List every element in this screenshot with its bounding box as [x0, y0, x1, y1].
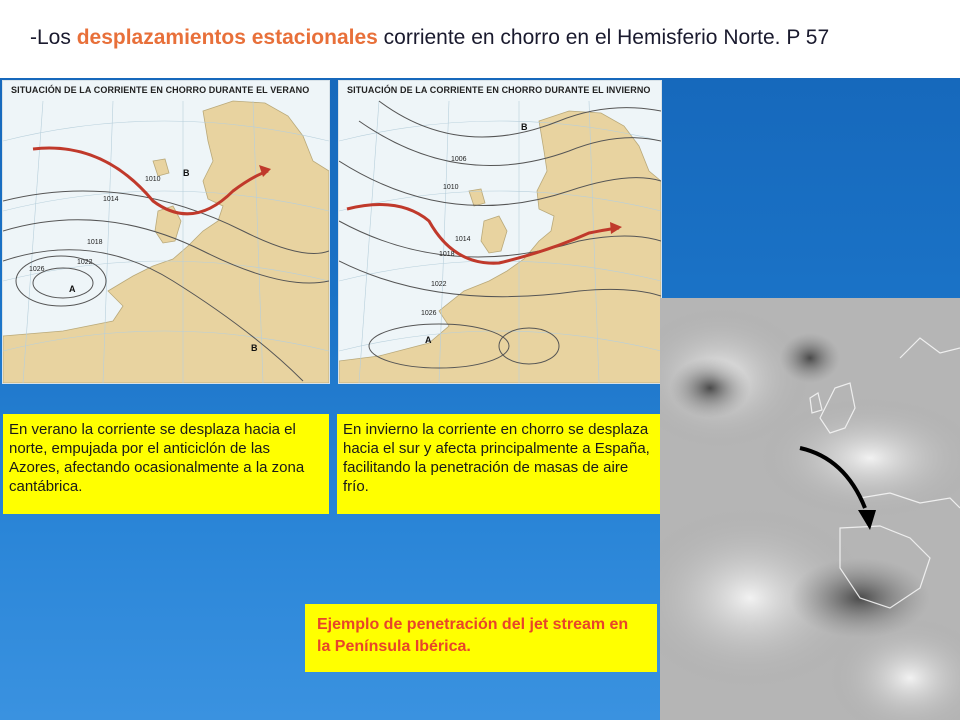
summer-map-heading: SITUACIÓN DE LA CORRIENTE EN CHORRO DURANTE EL VERANO — [11, 85, 310, 95]
low-pressure-label: B — [521, 122, 528, 132]
summer-jet-stream-map — [2, 80, 330, 384]
low-pressure-label: B — [183, 168, 190, 178]
isobar-label: 1018 — [439, 251, 455, 258]
winter-description: En invierno la corriente en chorro se desplaza hacia el sur y afecta principalmente a España, facilitando la penetración de masas de aire frío. — [337, 414, 661, 514]
title-suffix: corriente en chorro en el Hemisferio Norte. P 57 — [377, 26, 830, 49]
isobar-label: 1010 — [145, 176, 161, 183]
high-pressure-label: A — [425, 335, 432, 345]
isobar-label: 1026 — [421, 310, 437, 317]
title-bar — [0, 0, 960, 78]
winter-map-heading: SITUACIÓN DE LA CORRIENTE EN CHORRO DURANTE EL INVIERNO — [347, 85, 651, 95]
isobar-label: 1014 — [103, 196, 119, 203]
high-pressure-label: A — [69, 284, 76, 294]
title-prefix: -Los — [30, 26, 77, 49]
summer-description: En verano la corriente se desplaza hacia el norte, empujada por el anticiclón de las Azores, afectando ocasionalmente a la zona cantábrica. — [3, 414, 329, 514]
title-highlight: desplazamientos estacionales — [76, 26, 378, 49]
satellite-image — [660, 298, 960, 720]
isobar-label: 1018 — [87, 239, 103, 246]
isobar-label: 1026 — [29, 266, 45, 273]
slide-title — [30, 26, 829, 50]
isobar-label: 1022 — [77, 259, 93, 266]
isobar-label: 1006 — [451, 156, 467, 163]
isobar-label: 1010 — [443, 184, 459, 191]
winter-jet-stream-map — [338, 80, 662, 384]
isobar-label: 1014 — [455, 236, 471, 243]
satellite-caption: Ejemplo de penetración del jet stream en la Península Ibérica. — [305, 604, 657, 672]
low-pressure-label: B — [251, 343, 258, 353]
isobar-label: 1022 — [431, 281, 447, 288]
